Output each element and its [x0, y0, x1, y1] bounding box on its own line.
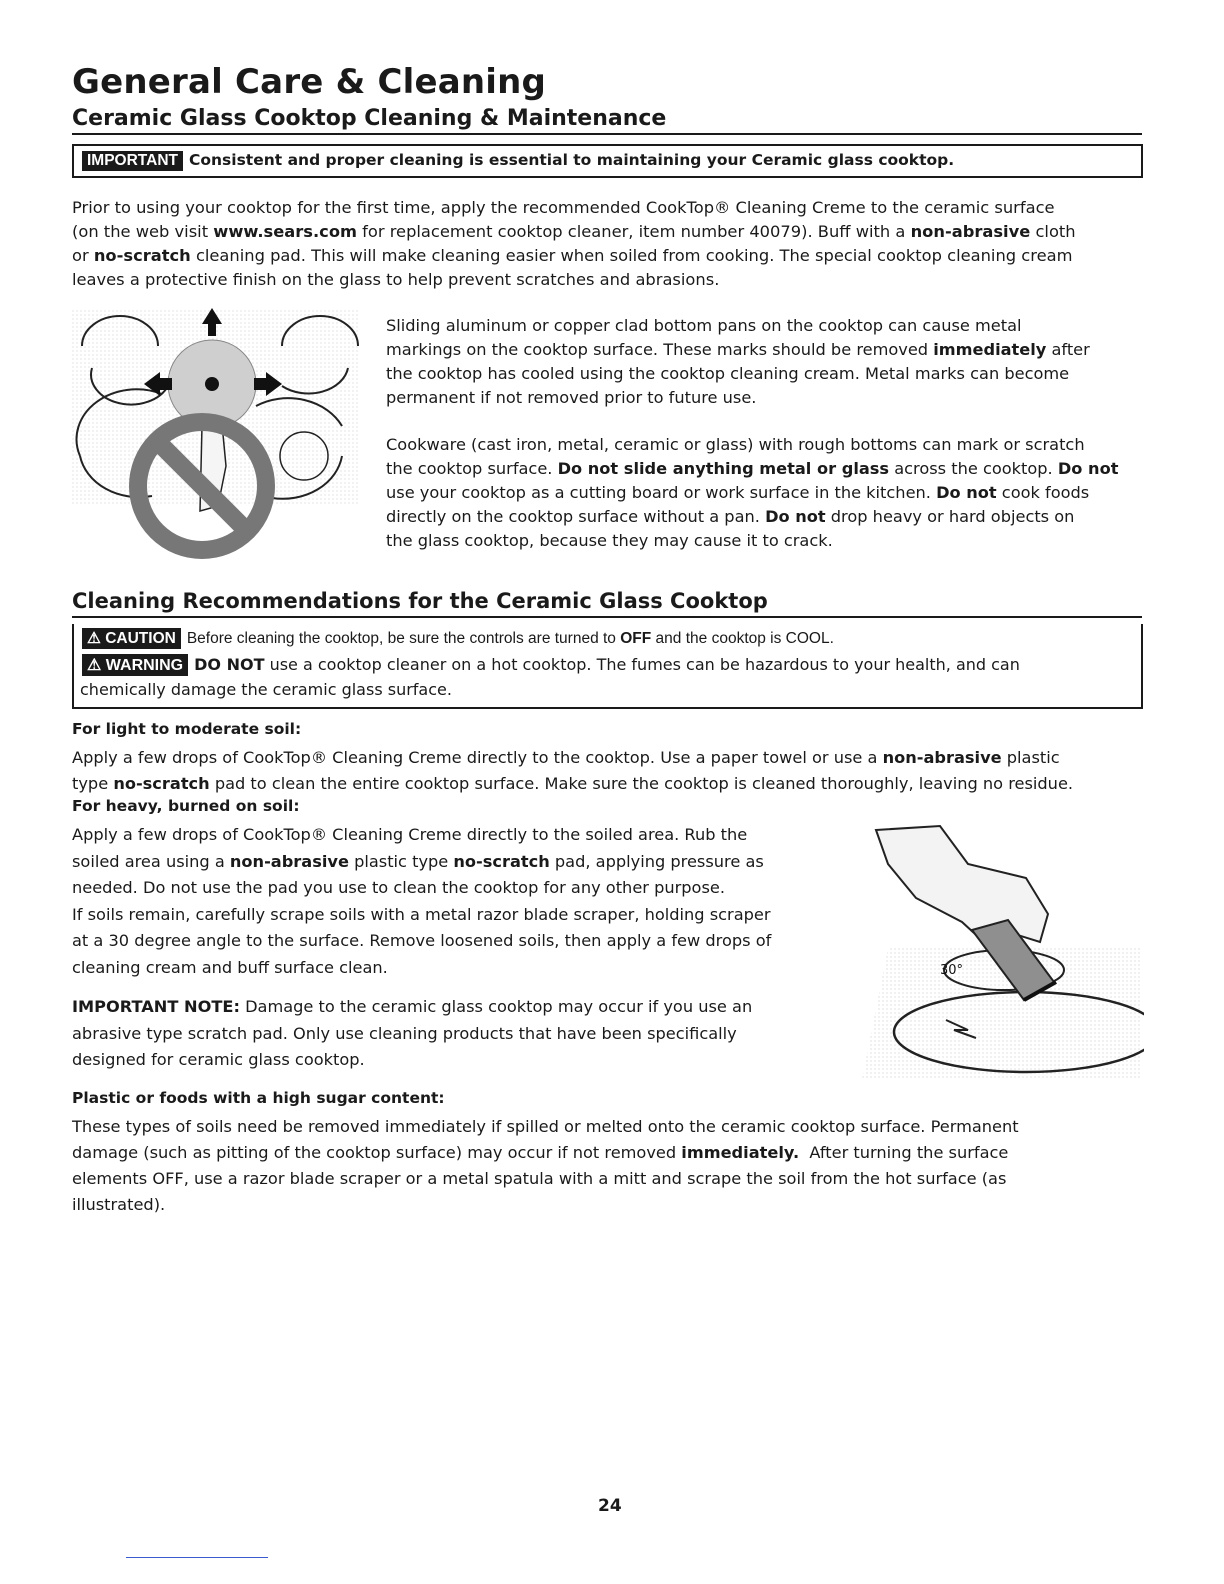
title-rule — [72, 133, 1142, 135]
heavy-line: If soils remain, carefully scrape soils with a metal razor blade scraper, holding scraper — [72, 904, 771, 924]
intro-line: leaves a protective finish on the glass to help prevent scratches and abrasions. — [72, 270, 720, 289]
cookware-line: the cooktop surface. Do not slide anything metal or glass across the cooktop. Do not — [386, 459, 1119, 478]
light-soil-paragraph — [72, 745, 1073, 797]
cookware-paragraph — [386, 433, 1118, 553]
intro-paragraph — [72, 196, 1152, 292]
no-sliding-pans-illustration — [72, 306, 362, 576]
cookware-line: the glass cooktop, because they may cause it to crack. — [386, 531, 833, 550]
recommendations-heading: Cleaning Recommendations for the Ceramic Glass Cooktop — [72, 589, 768, 613]
heavy-line: Apply a few drops of CookTop® Cleaning Creme directly to the soiled area. Rub the — [72, 825, 748, 844]
cookware-line: directly on the cooktop surface without a pan. Do not drop heavy or hard objects on — [386, 507, 1075, 526]
heavy-line: cleaning cream and buff surface clean. — [72, 957, 388, 977]
sliding-line: Sliding aluminum or copper clad bottom pans on the cooktop can cause metal — [386, 316, 1022, 335]
page-number: 24 — [598, 1496, 622, 1516]
important-label: IMPORTANT — [82, 151, 183, 171]
warning-triangle-icon: ⚠ — [87, 657, 102, 674]
sliding-paragraph — [386, 314, 1090, 410]
sugar-line: These types of soils need be removed immediately if spilled or melted onto the ceramic cooktop surface. Permanent — [72, 1117, 1019, 1136]
note-line: designed for ceramic glass cooktop. — [72, 1050, 365, 1069]
important-box — [72, 144, 1143, 178]
footer-line — [126, 1557, 268, 1558]
light-soil-heading: For light to moderate soil: — [72, 720, 302, 738]
cookware-line: use your cooktop as a cutting board or work surface in the kitchen. Do not cook foods — [386, 483, 1090, 502]
angle-label: 30° — [940, 963, 964, 978]
intro-line: or no-scratch cleaning pad. This will make cleaning easier when soiled from cooking. The special cooktop cleaning cream — [72, 246, 1073, 265]
intro-line: (on the web visit www.sears.com for replacement cooktop cleaner, item number 40079). Buff with a non-abrasive cloth — [72, 222, 1076, 241]
light-line: Apply a few drops of CookTop® Cleaning Creme directly to the cooktop. Use a paper towel or use a non-abrasive plastic — [72, 748, 1060, 767]
warning-triangle-icon: ⚠ — [87, 630, 101, 647]
note-line: abrasive type scratch pad. Only use cleaning products that have been specifically — [72, 1023, 737, 1043]
sugar-paragraph — [72, 1114, 1019, 1218]
important-note-label: IMPORTANT NOTE: — [72, 997, 240, 1016]
note-line: IMPORTANT NOTE: Damage to the ceramic glass cooktop may occur if you use an — [72, 997, 753, 1016]
scraper-illustration — [858, 824, 1144, 1084]
oven-mitt-icon — [876, 826, 1048, 944]
warning-text-continued: chemically damage the ceramic glass surface. — [80, 680, 452, 699]
sliding-line: permanent if not removed prior to future use. — [386, 388, 757, 407]
sliding-line: markings on the cooktop surface. These marks should be removed immediately after — [386, 340, 1090, 359]
page-title: General Care & Cleaning — [72, 62, 547, 102]
warning-label: ⚠ WARNING — [82, 654, 188, 676]
important-note-paragraph — [72, 994, 752, 1074]
heavy-line: soiled area using a non-abrasive plastic type no-scratch pad, applying pressure as — [72, 851, 764, 871]
heavy-line: needed. Do not use the pad you use to clean the cooktop for any other purpose. — [72, 878, 725, 897]
cookware-line: Cookware (cast iron, metal, ceramic or glass) with rough bottoms can mark or scratch — [386, 435, 1085, 454]
sugar-line: damage (such as pitting of the cooktop surface) may occur if not removed immediately. After turning the surface — [72, 1143, 1009, 1162]
section-subtitle: Ceramic Glass Cooktop Cleaning & Maintenance — [72, 106, 667, 131]
light-line: type no-scratch pad to clean the entire cooktop surface. Make sure the cooktop is cleaned thoroughly, leaving no residue. — [72, 774, 1074, 793]
sugar-line: elements OFF, use a razor blade scraper or a metal spatula with a mitt and scrape the soil from the hot surface (as — [72, 1169, 1007, 1188]
heavy-soil-heading: For heavy, burned on soil: — [72, 797, 300, 815]
sliding-line: the cooktop has cooled using the cooktop cleaning cream. Metal marks can become — [386, 364, 1070, 383]
caution-label: ⚠ CAUTION — [82, 628, 181, 649]
recommendations-rule — [72, 616, 1142, 618]
sugar-line: illustrated). — [72, 1195, 166, 1214]
caution-warning-box: ⚠ CAUTION Before cleaning the cooktop, be sure the controls are turned to OFF and the cooktop is COOL. ⚠ WARNING DO NOT use a cooktop cleaner on a hot cooktop. The fumes can be hazardous to your health, and can chemically damage the ceramic glass surface. — [72, 624, 1143, 709]
heavy-line: at a 30 degree angle to the surface. Remove loosened soils, then apply a few drops of — [72, 931, 772, 950]
sugar-heading: Plastic or foods with a high sugar content: — [72, 1089, 445, 1107]
important-text: Consistent and proper cleaning is essential to maintaining your Ceramic glass cooktop. — [188, 151, 955, 169]
heavy-soil-paragraph — [72, 822, 771, 981]
sears-link[interactable]: www.sears.com — [213, 222, 357, 241]
intro-line: Prior to using your cooktop for the first time, apply the recommended CookTop® Cleaning Creme to the ceramic surface — [72, 198, 1055, 217]
